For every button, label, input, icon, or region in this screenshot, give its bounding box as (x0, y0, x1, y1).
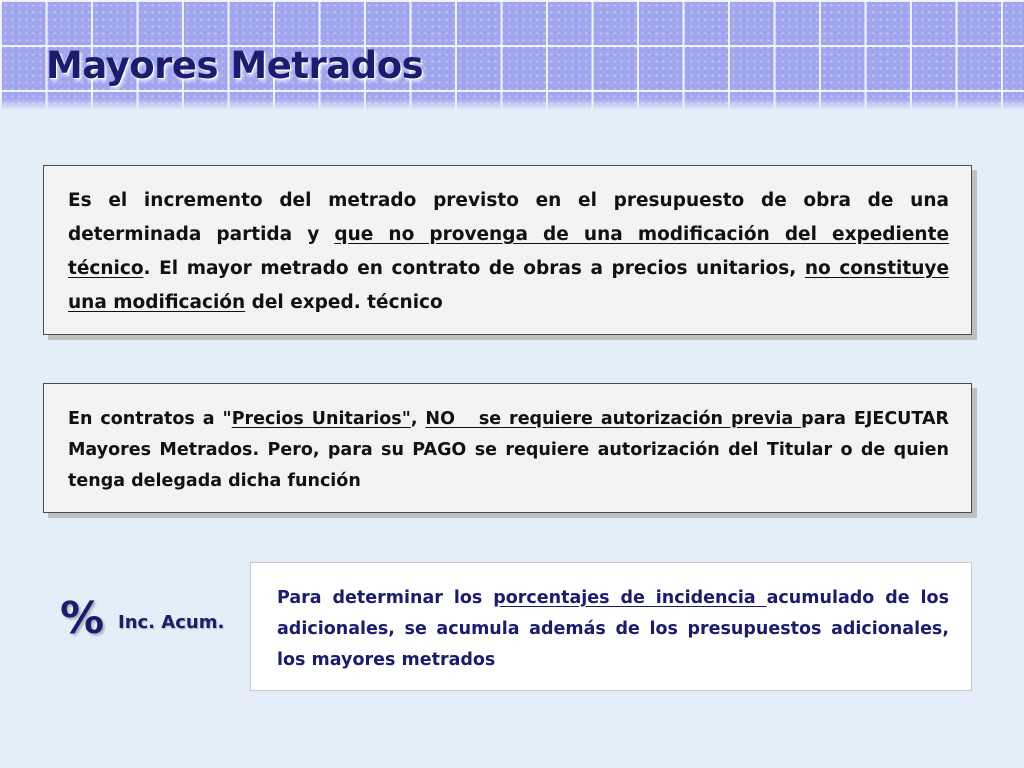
inc-acum-label: Inc. Acum. (118, 612, 225, 633)
definition-paragraph (68, 184, 949, 320)
incidence-box (250, 562, 972, 691)
text-segment: del exped. técnico (245, 292, 443, 313)
underlined-text: que no provenga de una modificación del expediente técnico (68, 224, 949, 279)
underlined-text: Precios Unitarios" (231, 409, 411, 429)
definition-box (43, 165, 972, 335)
text-segment: Para determinar los (277, 588, 494, 608)
text-segment: En contratos a " (68, 409, 232, 429)
percent-symbol: % (60, 593, 105, 644)
contracts-box (43, 383, 972, 513)
underlined-text: porcentajes de incidencia (493, 588, 767, 608)
text-segment: acumulado de los adicionales, se acumula además de los presupuestos adicionales, los mayores metrados (277, 588, 949, 670)
slide-title: Mayores Metrados (46, 44, 424, 87)
text-segment: . El mayor metrado en contrato de obras a precios unitarios, (143, 258, 805, 279)
underlined-text: no constituye una modificación (68, 258, 950, 313)
incidence-paragraph (277, 583, 949, 676)
text-segment: , (410, 409, 426, 429)
text-segment: para EJECUTAR Mayores Metrados. Pero, para su PAGO se requiere autorización del Titular o de quien tenga delegada dicha función (68, 409, 949, 491)
contracts-paragraph (68, 404, 949, 497)
underlined-text: NO se requiere autorización previa (425, 409, 802, 429)
text-segment: Es el incremento del metrado previsto en el presupuesto de obra de una determinada partida y (68, 190, 949, 245)
